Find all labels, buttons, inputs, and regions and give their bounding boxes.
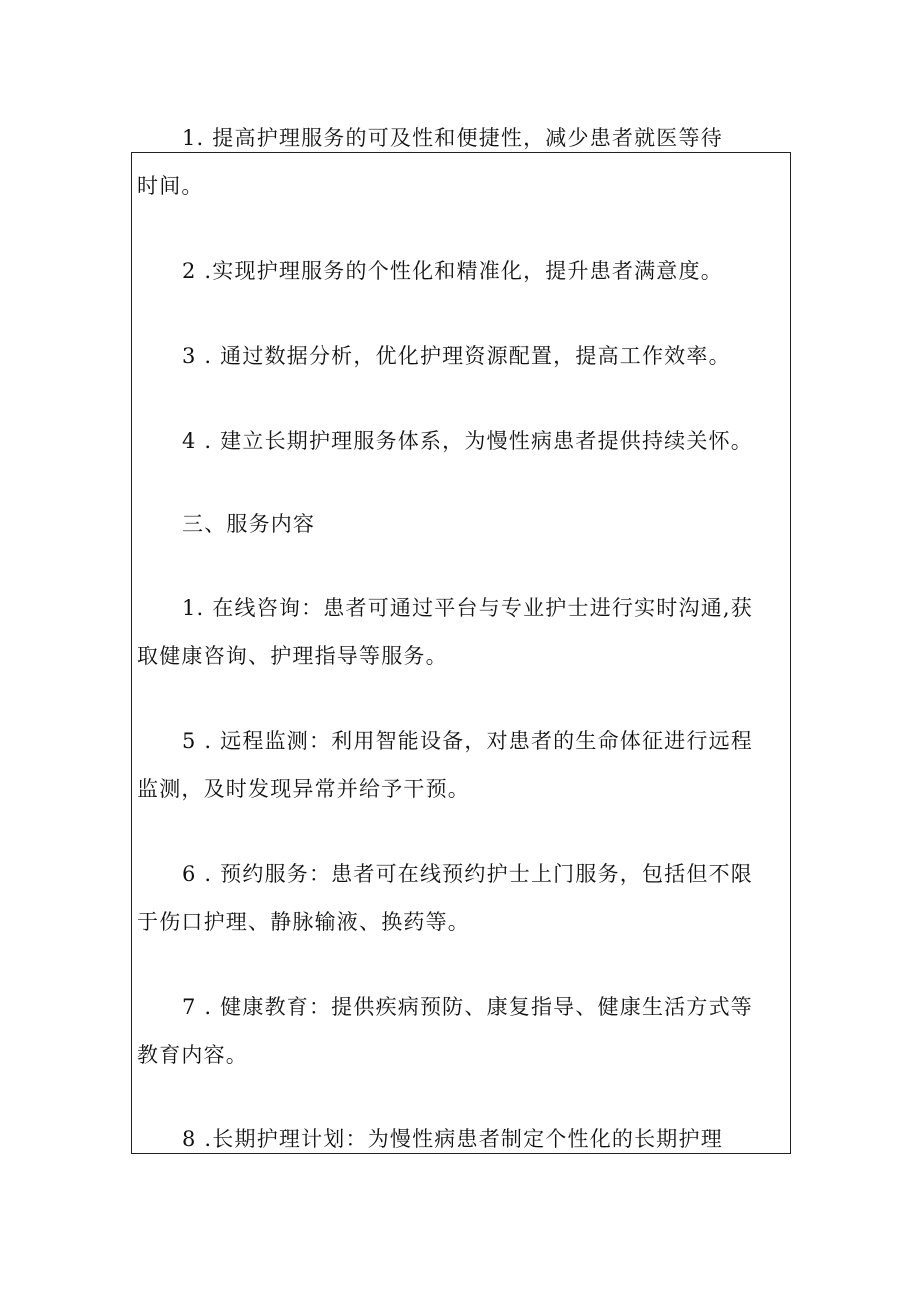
- paragraph-service-8: 8 .长期护理计划：为慢性病患者制定个性化的长期护理: [182, 1127, 723, 1151]
- paragraph-goal-2: 2 .实现护理服务的个性化和精准化，提升患者满意度。: [182, 259, 723, 283]
- paragraph-service-7-line2: 教育内容。: [137, 1043, 248, 1067]
- section-heading-service-content: 三、服务内容: [182, 512, 316, 536]
- paragraph-service-5-line1: 5 . 远程监测：利用智能设备，对患者的生命体征进行远程: [182, 729, 753, 753]
- paragraph-service-1-line2: 取健康咨询、护理指导等服务。: [137, 644, 448, 668]
- paragraph-service-1-line1: 1. 在线咨询：患者可通过平台与专业护士进行实时沟通,获: [182, 596, 753, 620]
- paragraph-service-6-line2: 于伤口护理、静脉输液、换药等。: [137, 910, 470, 934]
- paragraph-goal-1-line1: 1. 提高护理服务的可及性和便捷性，减少患者就医等待: [182, 126, 723, 150]
- paragraph-goal-4: 4 . 建立长期护理服务体系，为慢性病患者提供持续关怀。: [182, 429, 753, 453]
- paragraph-goal-3: 3 . 通过数据分析，优化护理资源配置，提高工作效率。: [182, 344, 731, 368]
- paragraph-goal-1-line2: 时间。: [137, 174, 204, 198]
- paragraph-service-7-line1: 7 . 健康教育：提供疾病预防、康复指导、健康生活方式等: [182, 995, 753, 1019]
- paragraph-service-6-line1: 6 . 预约服务：患者可在线预约护士上门服务，包括但不限: [182, 862, 753, 886]
- paragraph-service-5-line2: 监测，及时发现异常并给予干预。: [137, 777, 470, 801]
